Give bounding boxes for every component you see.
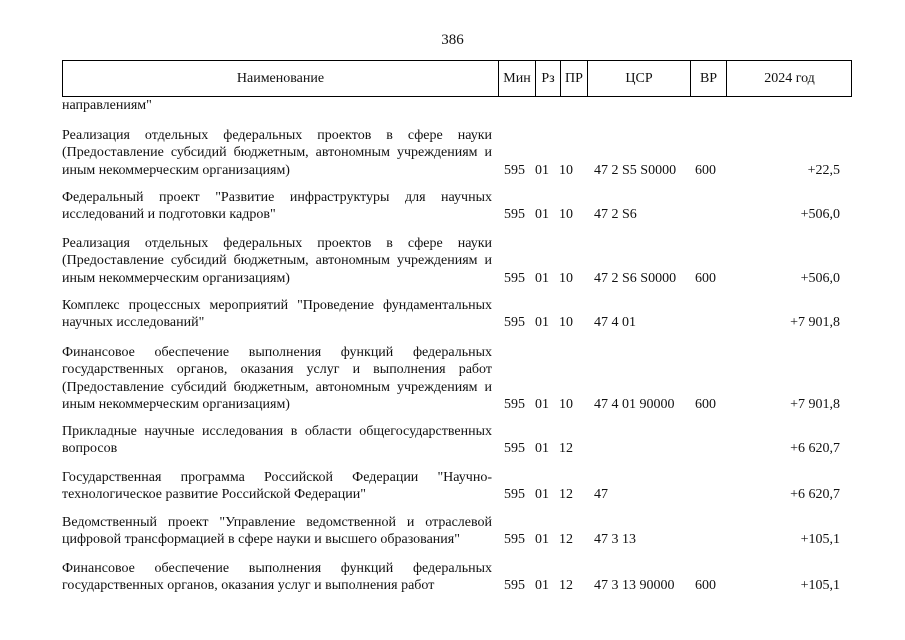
row-sum: +6 620,7 xyxy=(790,487,840,503)
row-pr: 12 xyxy=(559,532,573,548)
row-name: Реализация отдельных федеральных проектов в сфере науки (Предоставление субсидий бюджетным, автономным учреждениям и иным некоммерческим организациям) xyxy=(62,128,492,178)
header-pr: ПР xyxy=(560,61,587,96)
header-csr: ЦСР xyxy=(587,61,690,96)
row-name: Финансовое обеспечение выполнения функций федеральных государственных органов, оказания услуг и выполнения работ xyxy=(62,561,492,594)
header-year: 2024 год xyxy=(726,61,852,96)
row-rz: 01 xyxy=(535,270,549,286)
header-rz: Рз xyxy=(535,61,560,96)
row-vr: 600 xyxy=(695,270,716,286)
row-pr: 10 xyxy=(559,270,573,286)
row-vr: 600 xyxy=(695,162,716,178)
row-sum: +7 901,8 xyxy=(790,397,840,413)
row-name: Ведомственный проект "Управление ведомственной и отраслевой цифровой трансформацией в сфере науки и высшего образования" xyxy=(62,515,492,548)
header-min: Мин xyxy=(498,61,535,96)
row-sum: +105,1 xyxy=(800,532,840,548)
carryover-text: направлениям" xyxy=(62,98,152,113)
row-rz: 01 xyxy=(535,578,549,594)
row-rz: 01 xyxy=(535,397,549,413)
row-pr: 10 xyxy=(559,162,573,178)
row-csr: 47 3 13 xyxy=(594,532,636,548)
row-vr: 600 xyxy=(695,578,716,594)
row-vr: 600 xyxy=(695,397,716,413)
row-csr: 47 2 S5 S0000 xyxy=(594,162,677,178)
row-csr: 47 2 S6 S0000 xyxy=(594,270,677,286)
row-csr: 47 4 01 90000 xyxy=(594,397,675,413)
header-vr: ВР xyxy=(690,61,726,96)
row-sum: +7 901,8 xyxy=(790,315,840,331)
row-name: Комплекс процессных мероприятий "Проведение фундаментальных научных исследований" xyxy=(62,298,492,331)
row-rz: 01 xyxy=(535,487,549,503)
row-sum: +22,5 xyxy=(807,162,840,178)
row-min: 595 xyxy=(504,397,525,413)
row-sum: +506,0 xyxy=(800,270,840,286)
row-name: Финансовое обеспечение выполнения функций федеральных государственных органов, оказания услуг и выполнения работ (Предоставление субсидий бюджетным, автономным учреждениям и иным некоммерческим организациям) xyxy=(62,345,492,413)
row-pr: 12 xyxy=(559,441,573,457)
row-pr: 10 xyxy=(559,207,573,223)
row-csr: 47 2 S6 xyxy=(594,207,637,223)
row-min: 595 xyxy=(504,578,525,594)
row-pr: 12 xyxy=(559,487,573,503)
row-min: 595 xyxy=(504,315,525,331)
row-rz: 01 xyxy=(535,441,549,457)
row-rz: 01 xyxy=(535,207,549,223)
row-csr: 47 3 13 90000 xyxy=(594,578,675,594)
row-min: 595 xyxy=(504,441,525,457)
header-name: Наименование xyxy=(236,71,325,86)
row-name: Реализация отдельных федеральных проектов в сфере науки (Предоставление субсидий бюджетным, автономным учреждениям и иным некоммерческим организациям) xyxy=(62,236,492,286)
row-pr: 10 xyxy=(559,315,573,331)
row-rz: 01 xyxy=(535,532,549,548)
row-min: 595 xyxy=(504,487,525,503)
row-name: Федеральный проект "Развитие инфраструктуры для научных исследований и подготовки кадров" xyxy=(62,190,492,223)
row-sum: +105,1 xyxy=(800,578,840,594)
row-csr: 47 xyxy=(594,487,608,503)
table-header xyxy=(62,60,852,97)
row-min: 595 xyxy=(504,207,525,223)
row-min: 595 xyxy=(504,532,525,548)
row-sum: +6 620,7 xyxy=(790,441,840,457)
row-rz: 01 xyxy=(535,162,549,178)
row-name: Прикладные научные исследования в области общегосударственных вопросов xyxy=(62,424,492,457)
row-min: 595 xyxy=(504,270,525,286)
row-rz: 01 xyxy=(535,315,549,331)
row-sum: +506,0 xyxy=(800,207,840,223)
row-pr: 12 xyxy=(559,578,573,594)
row-name: Государственная программа Российской Федерации "Научно-технологическое развитие Российской Федерации" xyxy=(62,470,492,503)
row-min: 595 xyxy=(504,162,525,178)
row-pr: 10 xyxy=(559,397,573,413)
page-number: 386 xyxy=(441,32,464,48)
row-csr: 47 4 01 xyxy=(594,315,636,331)
